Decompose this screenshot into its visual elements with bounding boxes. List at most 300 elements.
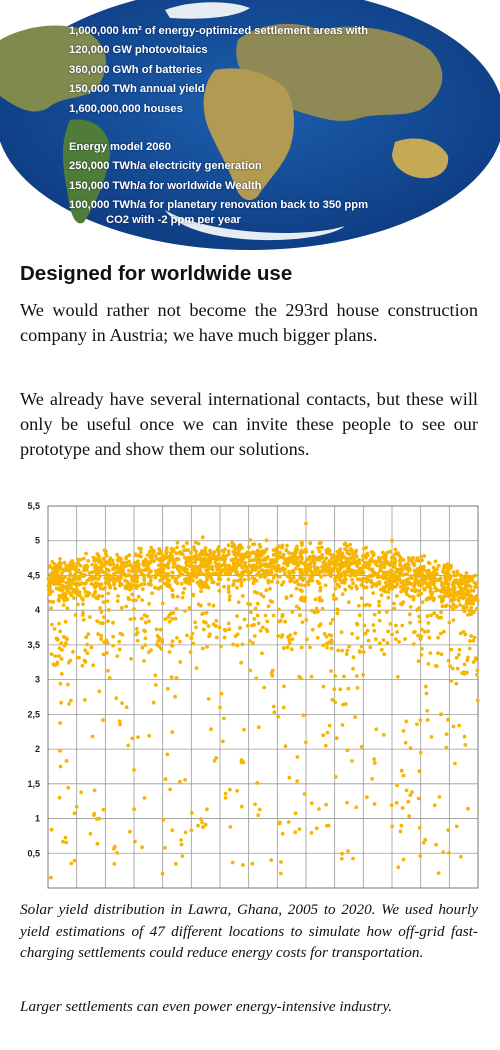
scatter-point — [185, 581, 189, 585]
scatter-point-outlier — [92, 813, 96, 817]
scatter-point — [340, 852, 344, 856]
scatter-point — [287, 776, 291, 780]
scatter-point — [102, 640, 106, 644]
scatter-point — [185, 568, 189, 572]
scatter-point — [227, 587, 231, 591]
scatter-point — [113, 845, 117, 849]
scatter-point — [203, 556, 207, 560]
scatter-point — [343, 574, 347, 578]
scatter-point — [402, 774, 406, 778]
scatter-point — [287, 551, 291, 555]
scatter-point — [333, 674, 337, 678]
scatter-point — [350, 632, 354, 636]
scatter-point — [143, 568, 147, 572]
scatter-point — [228, 598, 232, 602]
scatter-point — [292, 576, 296, 580]
scatter-point — [176, 595, 180, 599]
scatter-point — [329, 669, 333, 673]
scatter-point-outlier — [167, 615, 171, 619]
scatter-point — [443, 582, 447, 586]
scatter-point — [259, 592, 263, 596]
scatter-point — [236, 632, 240, 636]
scatter-point — [350, 759, 354, 763]
scatter-point — [399, 602, 403, 606]
scatter-point — [343, 581, 347, 585]
scatter-point — [115, 851, 119, 855]
scatter-point — [222, 585, 226, 589]
scatter-point-outlier — [55, 567, 59, 571]
scatter-point — [374, 637, 378, 641]
scatter-point — [208, 549, 212, 553]
scatter-point — [239, 556, 243, 560]
scatter-point — [304, 618, 308, 622]
scatter-point — [265, 547, 269, 551]
scatter-point — [175, 607, 179, 611]
scatter-point — [140, 617, 144, 621]
scatter-point — [188, 606, 192, 610]
scatter-point — [332, 597, 336, 601]
scatter-point — [394, 585, 398, 589]
scatter-point — [153, 586, 157, 590]
scatter-point — [435, 567, 439, 571]
scatter-point — [451, 667, 455, 671]
scatter-point — [199, 589, 203, 593]
scatter-point — [417, 572, 421, 576]
scatter-point — [278, 575, 282, 579]
scatter-point — [358, 570, 362, 574]
scatter-point — [272, 553, 276, 557]
scatter-point — [378, 641, 382, 645]
scatter-point — [404, 741, 408, 745]
scatter-point — [133, 561, 137, 565]
scatter-point — [311, 571, 315, 575]
map-line-5: 1,600,000,000 houses — [69, 102, 183, 115]
scatter-point — [59, 701, 63, 705]
scatter-point — [304, 548, 308, 552]
scatter-point — [441, 850, 445, 854]
scatter-point — [235, 614, 239, 618]
scatter-point — [382, 570, 386, 574]
scatter-point — [427, 561, 431, 565]
scatter-point — [164, 777, 168, 781]
scatter-point — [156, 639, 160, 643]
scatter-point — [397, 640, 401, 644]
scatter-point — [171, 588, 175, 592]
scatter-point — [412, 563, 416, 567]
scatter-point — [50, 623, 54, 627]
scatter-point — [454, 682, 458, 686]
scatter-point — [365, 795, 369, 799]
scatter-point — [147, 582, 151, 586]
scatter-point — [240, 805, 244, 809]
scatter-point — [395, 783, 399, 787]
scatter-point — [401, 806, 405, 810]
scatter-point — [357, 558, 361, 562]
scatter-point — [428, 636, 432, 640]
scatter-point — [235, 570, 239, 574]
scatter-point — [202, 628, 206, 632]
scatter-point — [218, 626, 222, 630]
scatter-point — [465, 571, 469, 575]
scatter-point — [377, 600, 381, 604]
scatter-point — [389, 569, 393, 573]
scatter-point — [426, 629, 430, 633]
scatter-point — [326, 547, 330, 551]
scatter-point — [190, 811, 194, 815]
scatter-point — [420, 653, 424, 657]
map-line-7: 250,000 TWh/a electricity generation — [69, 160, 262, 173]
scatter-point — [421, 572, 425, 576]
scatter-point — [231, 643, 235, 647]
scatter-point — [419, 637, 423, 641]
scatter-point — [298, 613, 302, 617]
scatter-point — [102, 615, 106, 619]
scatter-point — [446, 562, 450, 566]
scatter-point — [265, 573, 269, 577]
scatter-point — [100, 610, 104, 614]
scatter-point — [58, 646, 62, 650]
scatter-point — [246, 555, 250, 559]
scatter-point — [371, 568, 375, 572]
scatter-point — [106, 641, 110, 645]
scatter-point — [353, 715, 357, 719]
scatter-point — [451, 607, 455, 611]
scatter-point — [124, 574, 128, 578]
scatter-point — [73, 859, 77, 863]
scatter-point — [237, 563, 241, 567]
scatter-point — [109, 563, 113, 567]
scatter-point — [417, 615, 421, 619]
scatter-point — [465, 588, 469, 592]
scatter-point — [217, 550, 221, 554]
scatter-point — [455, 825, 459, 829]
scatter-point — [475, 581, 479, 585]
scatter-point — [395, 801, 399, 805]
scatter-point — [81, 602, 85, 606]
scatter-point — [304, 740, 308, 744]
scatter-point — [388, 550, 392, 554]
scatter-point — [147, 574, 151, 578]
scatter-point — [335, 583, 339, 587]
scatter-point — [452, 618, 456, 622]
scatter-point — [324, 583, 328, 587]
scatter-point — [256, 560, 260, 564]
scatter-point — [281, 633, 285, 637]
scatter-point — [207, 635, 211, 639]
scatter-point — [168, 555, 172, 559]
scatter-point — [426, 718, 430, 722]
scatter-point — [448, 575, 452, 579]
scatter-point — [255, 550, 259, 554]
scatter-point — [239, 661, 243, 665]
scatter-point — [421, 566, 425, 570]
scatter-point — [187, 576, 191, 580]
scatter-point — [418, 826, 422, 830]
scatter-point — [120, 701, 124, 705]
scatter-point — [446, 828, 450, 832]
scatter-point — [350, 586, 354, 590]
scatter-point — [132, 607, 136, 611]
scatter-point — [275, 560, 279, 564]
scatter-point — [298, 568, 302, 572]
scatter-point — [76, 603, 80, 607]
scatter-point — [338, 568, 342, 572]
scatter-point — [244, 561, 248, 565]
scatter-point — [374, 727, 378, 731]
scatter-point — [476, 699, 480, 703]
scatter-point — [256, 813, 260, 817]
scatter-point — [136, 735, 140, 739]
scatter-point — [116, 594, 120, 598]
scatter-point — [253, 634, 257, 638]
scatter-point — [269, 562, 273, 566]
scatter-point — [442, 630, 446, 634]
scatter-point — [180, 843, 184, 847]
scatter-point — [127, 597, 131, 601]
scatter-point — [256, 602, 260, 606]
scatter-point — [386, 630, 390, 634]
y-tick-label: 1 — [34, 813, 40, 824]
scatter-point — [247, 545, 251, 549]
scatter-point-outlier — [356, 636, 360, 640]
scatter-point — [384, 584, 388, 588]
scatter-point — [386, 560, 390, 564]
scatter-point — [413, 630, 417, 634]
scatter-point — [395, 594, 399, 598]
scatter-point — [300, 598, 304, 602]
scatter-point — [55, 582, 59, 586]
scatter-point — [124, 605, 128, 609]
scatter-point — [283, 620, 287, 624]
scatter-point — [257, 725, 261, 729]
scatter-point — [88, 571, 92, 575]
scatter-point — [77, 656, 81, 660]
scatter-point-outlier — [287, 820, 291, 824]
scatter-point — [438, 589, 442, 593]
paragraph-1: We would rather not become the 293rd house construction company in Austria; we have much bigger plans. — [20, 300, 478, 345]
scatter-point — [371, 591, 375, 595]
scatter-point — [154, 569, 158, 573]
scatter-point — [422, 554, 426, 558]
scatter-point — [282, 685, 286, 689]
scatter-point — [111, 644, 115, 648]
scatter-point — [341, 592, 345, 596]
scatter-point — [368, 645, 372, 649]
scatter-point-outlier — [103, 560, 107, 564]
scatter-point — [360, 745, 364, 749]
scatter-point — [390, 633, 394, 637]
scatter-point — [424, 685, 428, 689]
scatter-point — [118, 648, 122, 652]
scatter-point — [288, 633, 292, 637]
scatter-point — [447, 659, 451, 663]
scatter-point — [150, 556, 154, 560]
scatter-point — [412, 595, 416, 599]
scatter-point-outlier — [425, 692, 429, 696]
scatter-point — [119, 576, 123, 580]
scatter-point — [317, 807, 321, 811]
scatter-point — [285, 596, 289, 600]
scatter-point — [71, 578, 75, 582]
scatter-point — [111, 567, 115, 571]
scatter-point — [176, 541, 180, 545]
scatter-point — [356, 686, 360, 690]
scatter-point — [179, 550, 183, 554]
scatter-point — [96, 552, 100, 556]
scatter-point — [364, 561, 368, 565]
scatter-point — [135, 627, 139, 631]
scatter-point — [372, 551, 376, 555]
scatter-point — [175, 676, 179, 680]
scatter-point — [97, 582, 101, 586]
scatter-point — [469, 634, 473, 638]
scatter-point — [171, 644, 175, 648]
scatter-point — [456, 667, 460, 671]
scatter-point — [440, 652, 444, 656]
scatter-point — [305, 637, 309, 641]
scatter-point — [289, 594, 293, 598]
scatter-point — [57, 599, 61, 603]
scatter-point — [342, 675, 346, 679]
scatter-point — [357, 604, 361, 608]
y-tick-label: 4,5 — [27, 570, 40, 581]
scatter-point — [300, 557, 304, 561]
scatter-point — [84, 594, 88, 598]
scatter-point — [168, 620, 172, 624]
scatter-point — [400, 769, 404, 773]
scatter-point — [395, 568, 399, 572]
scatter-point-outlier — [439, 713, 443, 717]
scatter-point — [181, 596, 185, 600]
scatter-points — [47, 522, 480, 880]
scatter-point — [101, 621, 105, 625]
scatter-point — [285, 557, 289, 561]
scatter-point — [283, 571, 287, 575]
scatter-point — [50, 560, 54, 564]
scatter-point — [95, 572, 99, 576]
scatter-point — [301, 578, 305, 582]
scatter-point — [168, 788, 172, 792]
scatter-point — [287, 575, 291, 579]
scatter-point — [222, 717, 226, 721]
scatter-point — [133, 617, 137, 621]
scatter-point — [242, 728, 246, 732]
scatter-point — [341, 723, 345, 727]
scatter-point — [343, 547, 347, 551]
scatter-point — [183, 556, 187, 560]
scatter-point — [468, 647, 472, 651]
scatter-point — [170, 675, 174, 679]
scatter-point — [400, 624, 404, 628]
scatter-point — [334, 587, 338, 591]
scatter-point — [434, 589, 438, 593]
scatter-point — [189, 551, 193, 555]
scatter-point — [346, 849, 350, 853]
scatter-point — [377, 604, 381, 608]
scatter-point — [66, 683, 70, 687]
scatter-point — [293, 580, 297, 584]
scatter-point — [330, 556, 334, 560]
scatter-point — [472, 610, 476, 614]
y-axis-ticks — [27, 501, 40, 858]
scatter-point — [93, 788, 97, 792]
scatter-point — [355, 674, 359, 678]
scatter-point — [465, 658, 469, 662]
scatter-point — [347, 600, 351, 604]
scatter-point — [160, 552, 164, 556]
scatter-point-outlier — [129, 657, 133, 661]
scatter-point — [367, 639, 371, 643]
scatter-point — [290, 647, 294, 651]
scatter-point — [140, 582, 144, 586]
scatter-point — [102, 808, 106, 812]
scatter-point — [74, 613, 78, 617]
scatter-point — [251, 641, 255, 645]
scatter-point — [134, 554, 138, 558]
scatter-point-outlier — [390, 539, 394, 543]
scatter-point — [214, 624, 218, 628]
scatter-point — [434, 579, 438, 583]
scatter-point — [246, 602, 250, 606]
scatter-point — [129, 617, 133, 621]
scatter-point — [143, 796, 147, 800]
scatter-point — [259, 629, 263, 633]
scatter-point — [353, 574, 357, 578]
scatter-point — [90, 563, 94, 567]
scatter-point — [454, 594, 458, 598]
scatter-point — [370, 777, 374, 781]
scatter-point — [215, 636, 219, 640]
scatter-point — [71, 590, 75, 594]
scatter-point — [394, 624, 398, 628]
scatter-point — [198, 571, 202, 575]
scatter-point — [272, 710, 276, 714]
scatter-point — [439, 576, 443, 580]
scatter-point — [84, 590, 88, 594]
scatter-point — [135, 577, 139, 581]
scatter-point — [84, 635, 88, 639]
scatter-point — [218, 573, 222, 577]
scatter-point — [347, 566, 351, 570]
scatter-point — [467, 600, 471, 604]
scatter-point — [437, 564, 441, 568]
scatter-point — [171, 639, 175, 643]
scatter-point — [415, 608, 419, 612]
scatter-point — [157, 547, 161, 551]
scatter-point — [105, 578, 109, 582]
scatter-point — [201, 612, 205, 616]
scatter-point — [284, 744, 288, 748]
scatter-point — [125, 555, 129, 559]
scatter-point — [474, 585, 478, 589]
scatter-point — [414, 577, 418, 581]
scatter-point — [188, 556, 192, 560]
scatter-point — [473, 636, 477, 640]
scatter-point — [102, 600, 106, 604]
scatter-point — [144, 636, 148, 640]
scatter-point — [340, 857, 344, 861]
map-line-10: CO2 with -2 ppm per year — [106, 213, 241, 226]
scatter-point — [366, 629, 370, 633]
scatter-point — [441, 604, 445, 608]
scatter-point — [279, 619, 283, 623]
scatter-point — [212, 550, 216, 554]
scatter-point — [390, 576, 394, 580]
scatter-point — [311, 550, 315, 554]
scatter-point — [173, 561, 177, 565]
scatter-point — [411, 556, 415, 560]
scatter-point — [315, 607, 319, 611]
